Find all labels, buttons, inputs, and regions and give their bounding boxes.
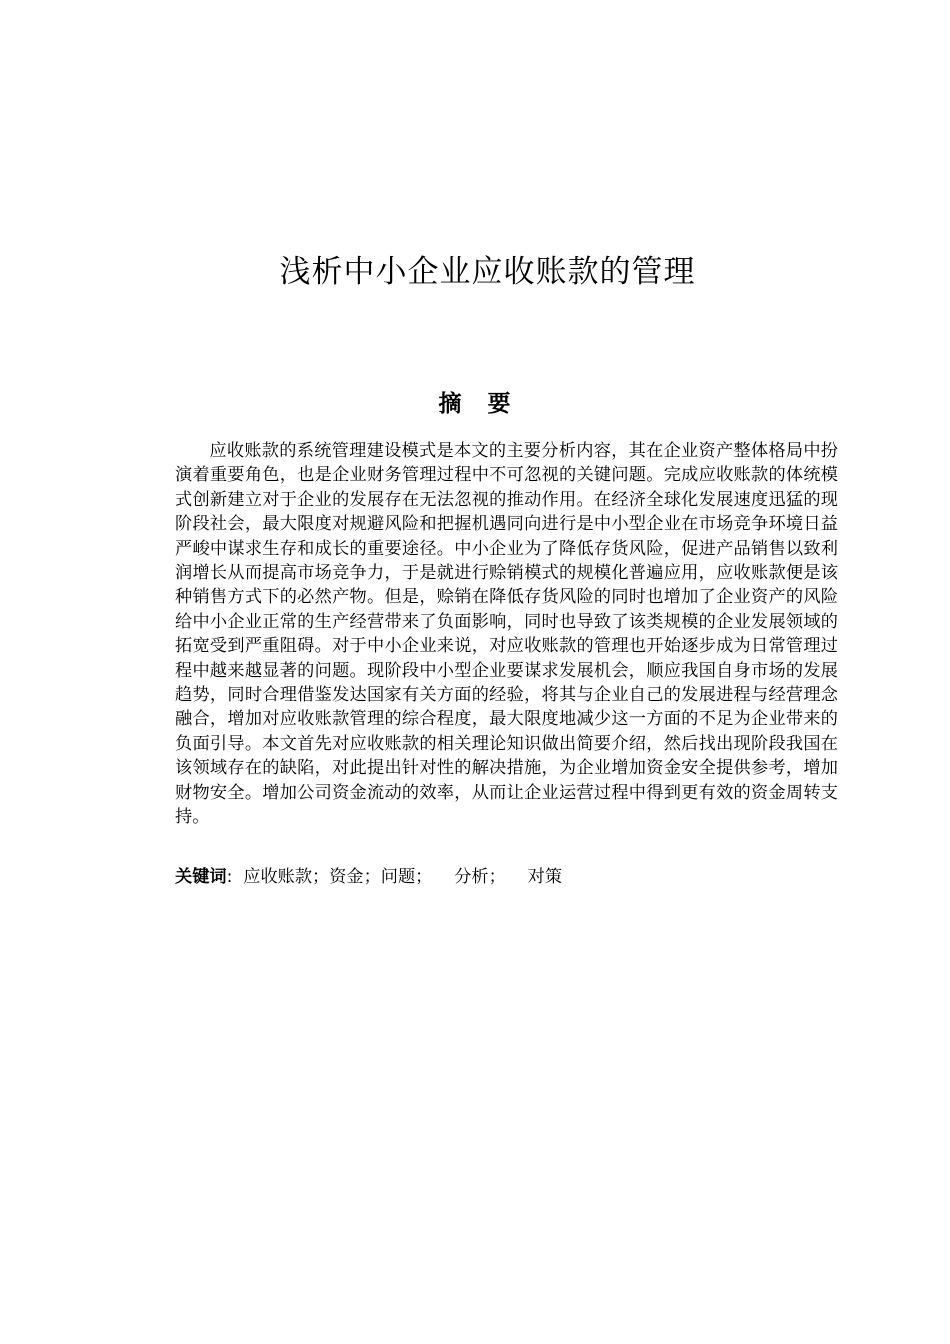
keywords-label: 关键词 bbox=[175, 867, 227, 887]
keywords-list: 应收账款；资金；问题； 分析； 对策 bbox=[232, 867, 563, 887]
keywords-separator: : bbox=[226, 867, 233, 887]
keywords-line bbox=[175, 865, 838, 889]
abstract-heading: 摘要 bbox=[438, 391, 537, 417]
document-title: 浅析中小企业应收账款的管理 bbox=[279, 254, 696, 290]
abstract-paragraph: 应收账款的系统管理建设模式是本文的主要分析内容，其在企业资产整体格局中扮演着重要角色，也是企业财务管理过程中不可忽视的关键问题。完成应收账款的体统模式创新建立对于企业的发展存在无法忽视的推动作用。在经济全球化发展速度迅猛的现阶段社会，最大限度对规避风险和把握机遇同向进行是中小型企业在市场竞争环境日益严峻中谋求生存和成长的重要途径。中小企业为了降低存货风险，促进产品销售以致利润增长从而提高市场竞争力，于是就进行赊销模式的规模化普遍应用，应收账款便是该种销售方式下的必然产物。但是，赊销在降低存货风险的同时也增加了企业资产的风险给中小企业正常的生产经营带来了负面影响，同时也导致了该类规模的企业发展领域的拓宽受到严重阻碍。对于中小企业来说，对应收账款的管理也开始逐步成为日常管理过程中越来越显著的问题。现阶段中小型企业要谋求发展机会，顺应我国自身市场的发展趋势，同时合理借鉴发达国家有关方面的经验，将其与企业自己的发展进程与经营理念融合，增加对应收账款管理的综合程度，最大限度地减少这一方面的不足为企业带来的负面引导。本文首先对应收账款的相关理论知识做出简要介绍，然后找出现阶段我国在该领域存在的缺陷，对此提出针对性的解决措施，为企业增加资金安全提供参考，增加财物安全。增加公司资金流动的效率，从而让企业运营过程中得到更有效的资金周转支持。 bbox=[175, 441, 838, 828]
